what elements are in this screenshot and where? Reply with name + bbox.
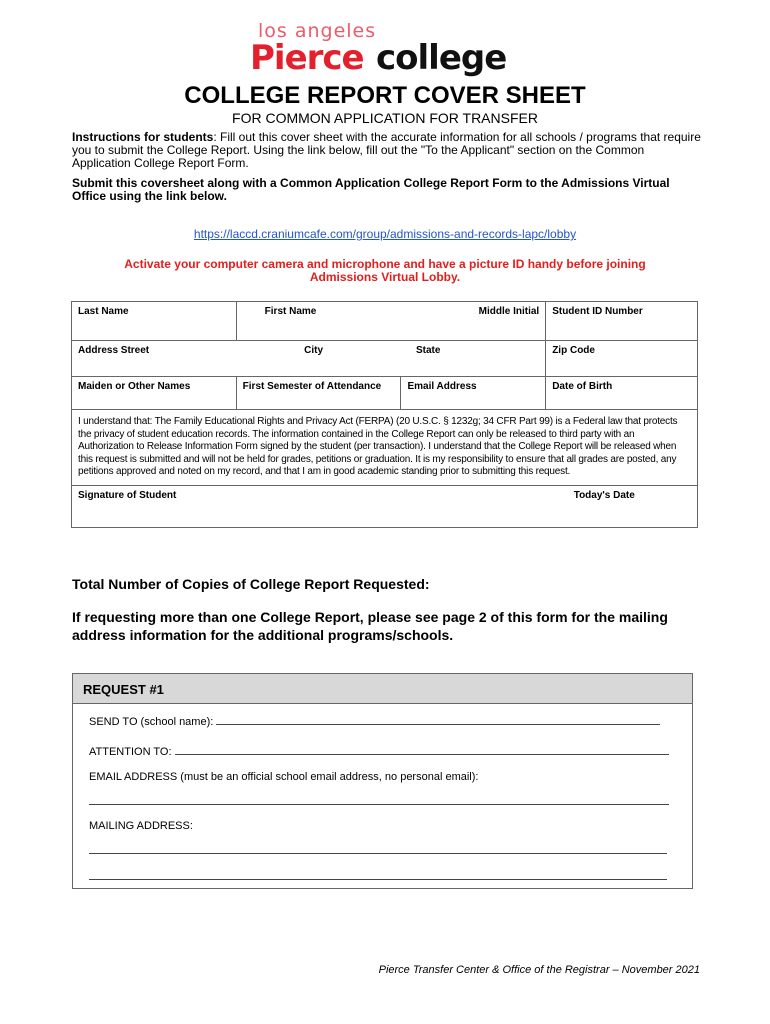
multiple-request-note: If requesting more than one College Report, please see page 2 of this form for the mailing address information for the additional programs/schools. (72, 609, 668, 643)
email-address-label: Email Address (407, 381, 477, 392)
maiden-names-label: Maiden or Other Names (78, 381, 191, 392)
total-copies-heading: Total Number of Copies of College Report Requested: (72, 576, 430, 592)
maiden-names-field[interactable] (72, 377, 237, 410)
email-input-line (89, 795, 669, 808)
ferpa-statement: I understand that: The Family Educational Rights and Privacy Act (FERPA) (20 U.S.C. § 1232g; 34 CFR Part 99) is a Federal law that protects the privacy of student education records. The information contained in the College Report can only be released to third party with an Authorization to Release Information Form signed by the student (per transaction). I understand that the College Report will be released when this request is submitted and will not be held for grades, petitions or graduation. It is my responsibility to ensure that all grades are posted, any petitions approved and noted on my record, and that I am in good academic standing prior to submitting this request. (72, 410, 698, 486)
request-email-input[interactable] (89, 795, 669, 805)
request-box (72, 673, 693, 889)
zip-code-field[interactable] (546, 341, 698, 377)
virtual-lobby-link[interactable]: https://laccd.craniumcafe.com/group/admissions-and-records-lapc/lobby (193, 227, 577, 241)
request-heading: REQUEST #1 (73, 674, 692, 704)
address-street-label: Address Street (78, 345, 150, 356)
logo-pierce-text: Pierce (250, 38, 364, 78)
instructions (72, 131, 702, 170)
middle-initial-label: Middle Initial (478, 306, 540, 317)
todays-date-label: Today's Date (573, 489, 635, 501)
page-title: COLLEGE REPORT COVER SHEET (184, 82, 586, 109)
mailing-line (89, 820, 193, 832)
page-footer: Pierce Transfer Center & Office of the Registrar – November 2021 (378, 964, 700, 976)
logo-college-text: college (376, 38, 507, 78)
zip-code-label: Zip Code (552, 345, 595, 356)
city-field[interactable] (236, 341, 401, 377)
mailing-address-input-1[interactable] (89, 844, 667, 854)
send-to-input[interactable] (216, 715, 660, 725)
instructions-text: : Fill out this cover sheet with the accurate information for all schools / programs that require you to submit the College Report. Using the link below, fill out the "To the Applicant" section on the Common Application College Report Form. (72, 130, 701, 170)
attention-input[interactable] (175, 745, 669, 755)
mailing-input-line-2 (89, 870, 667, 883)
submit-instructions: Submit this coversheet along with a Common Application College Report Form to the Admissions Virtual Office using the link below. (72, 176, 670, 203)
state-label: State (415, 345, 441, 356)
last-name-field[interactable] (72, 302, 237, 341)
first-semester-label: First Semester of Attendance (242, 381, 382, 392)
send-to-label: SEND TO (school name): (89, 716, 214, 728)
signature-field[interactable] (72, 485, 546, 527)
address-street-field[interactable] (72, 341, 237, 377)
student-id-field[interactable] (546, 302, 698, 341)
first-name-field[interactable] (236, 302, 401, 341)
email-line (89, 771, 478, 783)
first-name-label: First Name (264, 306, 317, 317)
date-of-birth-field[interactable] (546, 377, 698, 410)
logo-city-text: los angeles (258, 20, 377, 42)
mailing-input-line-1 (89, 844, 667, 857)
first-semester-field[interactable] (236, 377, 401, 410)
last-name-label: Last Name (78, 306, 129, 317)
todays-date-field[interactable] (546, 485, 698, 527)
student-info-table (71, 301, 698, 528)
page-subtitle: FOR COMMON APPLICATION FOR TRANSFER (232, 110, 538, 126)
request-email-label: EMAIL ADDRESS (must be an official school email address, no personal email): (89, 771, 479, 783)
email-address-field[interactable] (401, 377, 546, 410)
signature-label: Signature of Student (78, 489, 177, 501)
instructions-label: Instructions for students (72, 130, 214, 144)
mailing-address-input-2[interactable] (89, 870, 667, 880)
middle-initial-field[interactable] (401, 302, 546, 341)
date-of-birth-label: Date of Birth (552, 381, 613, 392)
city-label: City (304, 345, 324, 356)
state-field[interactable] (401, 341, 546, 377)
send-to-line (89, 715, 660, 728)
mailing-address-label: MAILING ADDRESS: (89, 820, 193, 832)
camera-warning: Activate your computer camera and microphone and have a picture ID handy before joining Admissions Virtual Lobby. (124, 257, 646, 284)
pierce-college-logo (250, 20, 520, 76)
attention-line (89, 745, 669, 758)
attention-label: ATTENTION TO: (89, 746, 172, 758)
student-id-label: Student ID Number (552, 306, 643, 317)
